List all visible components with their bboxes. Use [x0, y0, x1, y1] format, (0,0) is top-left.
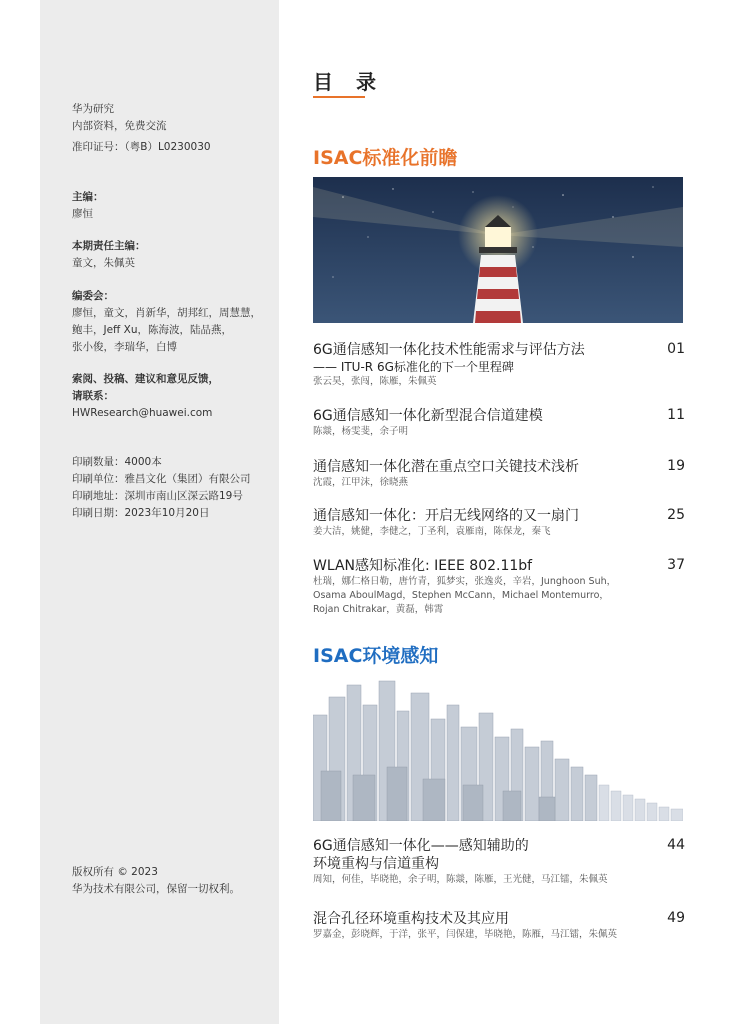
- entry-title[interactable]: 6G通信感知一体化——感知辅助的: [313, 838, 529, 854]
- page-title: 目 录: [313, 70, 384, 94]
- entry-page-number: 11: [667, 407, 685, 423]
- entry-title[interactable]: 通信感知一体化潜在重点空口关键技术浅析: [313, 459, 579, 475]
- entry-authors: 杜瑞，娜仁格日勒，唐竹青，狐梦实，张逸炎，辛岩，Junghoon Suh，: [313, 576, 617, 587]
- toc-entry[interactable]: [313, 458, 685, 490]
- entry-subtitle: —— ITU-R 6G标准化的下一个里程碑: [313, 360, 514, 374]
- feedback-label: 索阅、投稿、建议和意见反馈，: [72, 373, 219, 385]
- chief-editor-block: [72, 189, 272, 223]
- print-address: 印刷地址：深圳市南山区深云路19号: [72, 490, 243, 502]
- permit-number: 准印证号：（粤B）L0230030: [72, 141, 211, 153]
- print-info-block: [72, 454, 272, 522]
- chief-editor-label: 主编：: [72, 191, 104, 203]
- entry-page-number: 25: [667, 507, 685, 523]
- toc-entry[interactable]: [313, 837, 685, 887]
- issue-editor-block: [72, 238, 272, 272]
- entry-title[interactable]: 6G通信感知一体化新型混合信道建模: [313, 408, 543, 424]
- chief-editor-name: 廖恒: [72, 208, 93, 220]
- entry-authors: Osama AboulMagd，Stephen McCann，Michael Montemurro，: [313, 590, 609, 601]
- entry-page-number: 49: [667, 910, 685, 926]
- publication-name: 华为研究: [72, 103, 114, 115]
- entry-page-number: 37: [667, 557, 685, 573]
- copyright-year: 版权所有 © 2023: [72, 866, 158, 878]
- toc-entry[interactable]: [313, 407, 685, 439]
- committee-block: [72, 288, 272, 356]
- publication-info: [72, 101, 272, 156]
- entry-authors: 陈燚，杨雯斐，余子明: [313, 426, 409, 437]
- print-date: 印刷日期：2023年10月20日: [72, 507, 210, 519]
- toc-entry[interactable]: [313, 341, 685, 389]
- toc-entry[interactable]: [313, 910, 685, 942]
- entry-authors: 沈霞，江甲沫，徐晓燕: [313, 477, 409, 488]
- contact-email[interactable]: HWResearch@huawei.com: [72, 407, 213, 419]
- issue-editor-label: 本期责任主编：: [72, 240, 146, 252]
- entry-authors: 张云昊，张闯，陈雁，朱佩英: [313, 376, 437, 387]
- entry-authors: 罗嘉金，彭晓辉，于洋，张平，闫保建，毕晓艳，陈雁，马江镭，朱佩英: [313, 929, 618, 940]
- committee-line: 张小俊，李瑞华，白博: [72, 341, 177, 353]
- title-underline: [313, 96, 365, 98]
- committee-label: 编委会：: [72, 290, 114, 302]
- entry-page-number: 19: [667, 458, 685, 474]
- entry-authors: 周知，何佳，毕晓艳，余子明，陈燚，陈雁，王光健，马江镭，朱佩英: [313, 874, 608, 885]
- copyright-block: [72, 864, 272, 898]
- copyright-holder: 华为技术有限公司，保留一切权利。: [72, 883, 240, 895]
- entry-page-number: 44: [667, 837, 685, 853]
- city-model-image: [313, 675, 683, 821]
- entry-page-number: 01: [667, 341, 685, 357]
- entry-title[interactable]: 通信感知一体化：开启无线网络的又一扇门: [313, 508, 579, 524]
- print-company: 印刷单位：雅昌文化（集团）有限公司: [72, 473, 251, 485]
- entry-title[interactable]: WLAN感知标准化: IEEE 802.11bf: [313, 558, 533, 574]
- publication-note: 内部资料，免费交流: [72, 120, 167, 132]
- feedback-label-contact: 请联系：: [72, 390, 114, 402]
- section-title-isac-environment: ISAC环境感知: [313, 645, 439, 667]
- toc-entry[interactable]: [313, 557, 685, 617]
- section-title-isac-standardization: ISAC标准化前瞻: [313, 147, 458, 169]
- toc-entry[interactable]: [313, 507, 685, 539]
- entry-title[interactable]: 6G通信感知一体化技术性能需求与评估方法: [313, 342, 585, 358]
- lighthouse-photo: [313, 177, 683, 323]
- feedback-block: [72, 371, 272, 422]
- entry-title-line2[interactable]: 环境重构与信道重构: [313, 856, 439, 872]
- print-quantity: 印刷数量：4000本: [72, 456, 162, 468]
- entry-title[interactable]: 混合孔径环境重构技术及其应用: [313, 911, 509, 927]
- entry-authors: 姜大洁，姚健，李健之，丁圣利，袁雁南，陈保龙，秦飞: [313, 526, 551, 537]
- committee-line: 廖恒，童文，肖新华，胡邦红，周慧慧，: [72, 307, 261, 319]
- committee-line: 鲍丰，Jeff Xu，陈海波，陆品燕，: [72, 324, 232, 336]
- issue-editor-names: 童文，朱佩英: [72, 257, 135, 269]
- entry-authors: Rojan Chitrakar，黄磊，韩霄: [313, 604, 444, 615]
